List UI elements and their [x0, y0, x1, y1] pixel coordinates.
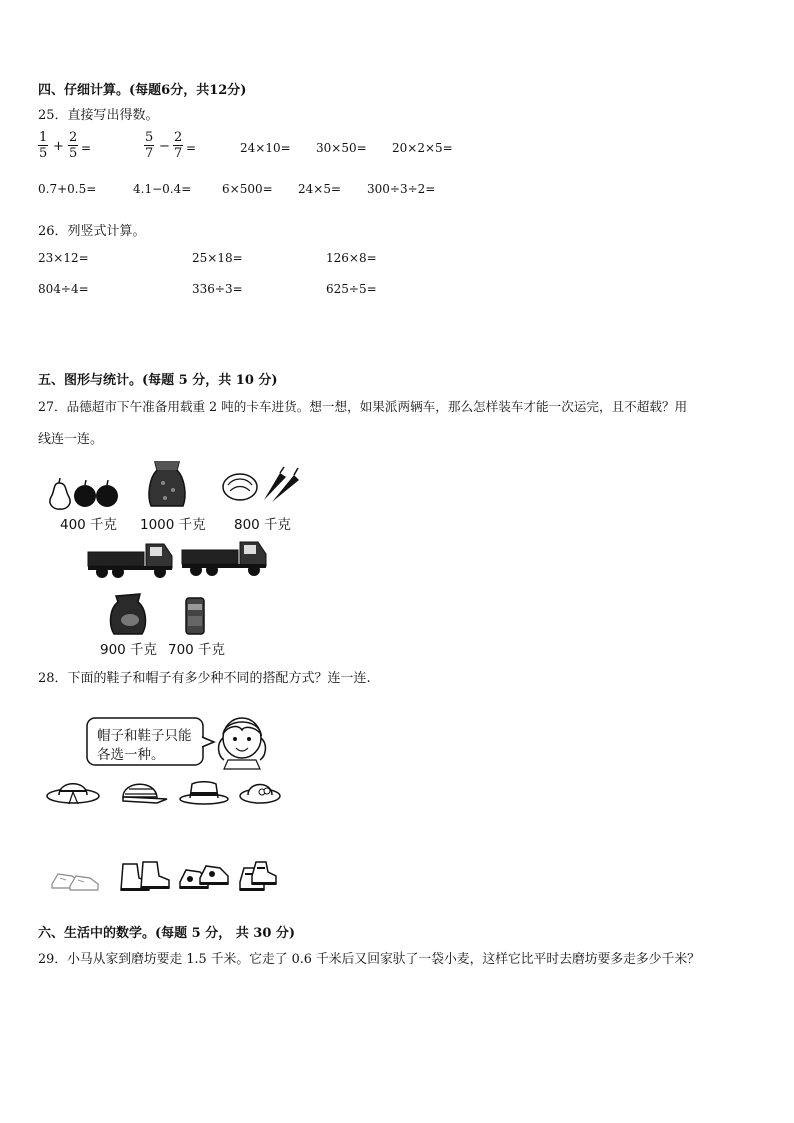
hat-icon-1 — [45, 776, 101, 806]
sack-icon — [145, 458, 190, 508]
equals-sign-1: = — [81, 141, 92, 155]
label-400kg: 400 千克 — [60, 517, 118, 533]
calc-24x5: 24×5= — [298, 182, 342, 196]
boots-icon — [117, 860, 173, 894]
vcalc-25x18: 25×18= — [192, 251, 243, 265]
q29-text: 29．小马从家到磨坊要走 1.5 千米。它走了 0.6 千米后又回家驮了一袋小麦，这样它比平时去磨坊要多走多少千米？ — [38, 952, 700, 967]
section5-heading: 五、图形与统计。(每题 5 分，共 10 分) — [38, 373, 278, 388]
q28-title: 28．下面的鞋子和帽子有多少种不同的搭配方式？连一连. — [38, 671, 371, 686]
calc-0.7+0.5: 0.7+0.5= — [38, 182, 97, 196]
hat-icon-4 — [238, 776, 282, 806]
vcalc-625div5: 625÷5= — [326, 282, 377, 296]
fedora-hat-icon — [178, 777, 230, 807]
fraction-2-7: $\frac{2}{7}$ — [174, 130, 183, 161]
minus-sign: − — [159, 139, 170, 154]
cap-icon — [117, 777, 169, 807]
calc-24x10: 24×10= — [240, 141, 291, 155]
vcalc-804div4: 804÷4= — [38, 282, 89, 296]
bag-icon — [108, 592, 150, 636]
equals-sign-2: = — [186, 141, 197, 155]
calc-300div3div2: 300÷3÷2= — [367, 182, 436, 196]
patterned-shoes-icon — [176, 862, 232, 894]
label-1000kg: 1000 千克 — [140, 517, 206, 533]
calc-6x500: 6×500= — [222, 182, 273, 196]
vegetables-icon — [220, 465, 302, 505]
high-top-sneakers-icon — [236, 860, 280, 894]
section4-heading: 四、仔细计算。(每题6分，共12分) — [38, 83, 247, 98]
section6-heading: 六、生活中的数学。(每题 5 分， 共 30 分) — [38, 926, 296, 941]
sneakers-icon — [50, 868, 102, 892]
q26-title: 26．列竖式计算。 — [38, 224, 146, 239]
label-800kg: 800 千克 — [234, 517, 292, 533]
jar-icon — [183, 596, 207, 636]
speech-line2: 各选一种。 — [97, 747, 165, 763]
q25-title: 25．直接写出得数。 — [38, 108, 159, 123]
label-900kg: 900 千克 — [100, 642, 158, 658]
truck-icon-2 — [180, 536, 268, 578]
calc-20x2x5: 20×2×5= — [392, 141, 453, 155]
q27-text-line1: 27．品德超市下午准备用载重 2 吨的卡车进货。想一想，如果派两辆车，那么怎样装车才能一次运完，且不超载？用 — [38, 399, 688, 414]
vcalc-23x12: 23×12= — [38, 251, 89, 265]
calc-4.1-0.4: 4.1−0.4= — [133, 182, 192, 196]
fraction-1-5: $\frac{1}{5}$ — [39, 130, 48, 161]
calc-30x50: 30×50= — [316, 141, 367, 155]
vcalc-126x8: 126×8= — [326, 251, 377, 265]
plus-sign: + — [53, 139, 64, 154]
q27-text-line2: 线连一连。 — [38, 432, 104, 447]
label-700kg: 700 千克 — [168, 642, 226, 658]
speech-line1: 帽子和鞋子只能 — [97, 728, 192, 744]
truck-icon-1 — [86, 538, 174, 580]
vcalc-336div3: 336÷3= — [192, 282, 243, 296]
fraction-5-7: $\frac{5}{7}$ — [145, 130, 154, 161]
girl-avatar-icon — [214, 714, 272, 770]
fraction-2-5: $\frac{2}{5}$ — [69, 130, 78, 161]
fruit-pear-apple-icon — [45, 475, 120, 510]
